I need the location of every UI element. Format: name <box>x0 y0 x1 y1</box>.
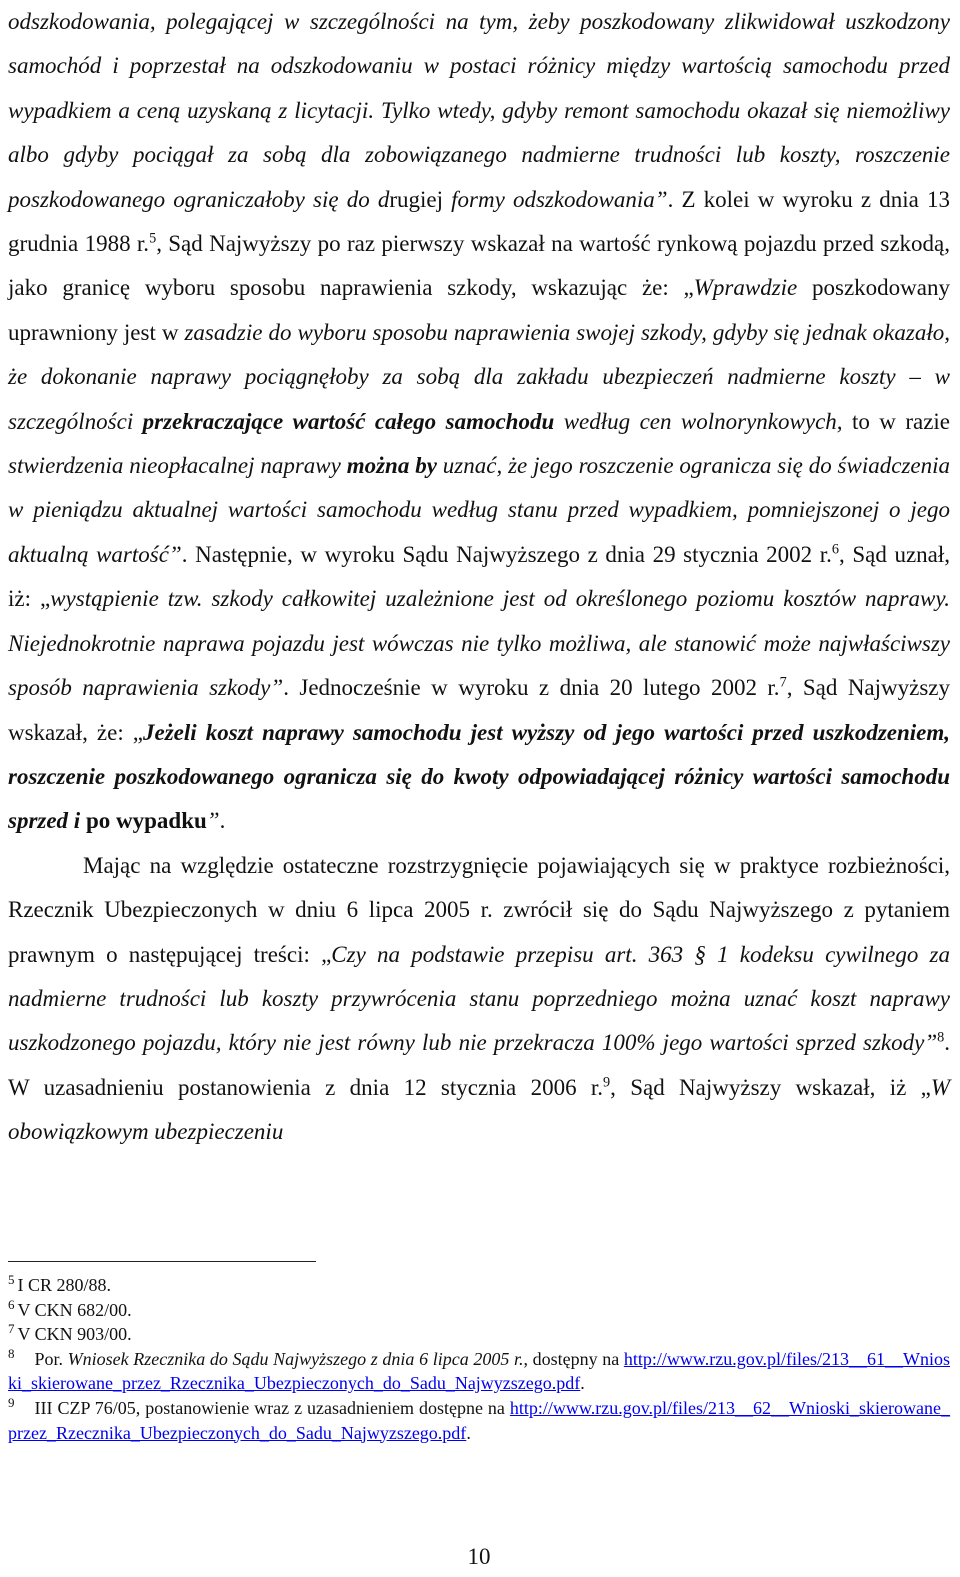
footnote-text: . <box>580 1373 585 1394</box>
text-run: rugiej <box>389 186 444 212</box>
paragraph <box>8 844 950 1155</box>
text-run: . W uzasadnieniu postanowienia z dnia 12 stycznia 2006 r. <box>8 1030 950 1100</box>
footnote-ref: 5 <box>149 230 157 247</box>
footnote-ref: 7 <box>779 674 787 691</box>
footnote-number: 6 <box>8 1296 15 1312</box>
text-run: . Z kolei w wyroku z dnia 13 grudnia 1988 r. <box>8 186 951 257</box>
bold-quote-text: przekraczające wartość całego samochodu <box>133 408 555 434</box>
body-text <box>8 0 950 1155</box>
footnote-separator <box>8 1261 316 1262</box>
quote-text: Wprawdzie <box>693 275 798 301</box>
bold-quote-text: Jeżeli koszt naprawy samochodu jest wyższy od jego wartości przed uszkodzeniem, roszczenie poszkodowanego ogranicza się do kwoty odpowiadającej różnicy wartości samochodu sprzed i <box>8 719 951 834</box>
text-run: , Sąd Najwyższy wskazał, iż „ <box>610 1074 931 1100</box>
bold-text: po wypadku <box>80 808 207 834</box>
page-number: 10 <box>467 1544 491 1569</box>
footnote-title: Wniosek Rzecznika do Sądu Najwyższego z dnia 6 lipca 2005 r. <box>67 1348 524 1369</box>
quote-text: stwierdzenia nieopłacalnej naprawy <box>8 453 347 479</box>
text-run: . Jednocześnie w wyroku z dnia 20 lutego 2002 r. <box>283 675 780 701</box>
document-page <box>8 0 950 1577</box>
footnote-text: . <box>466 1422 471 1443</box>
quote-text: uznać, że jego roszczenie ogranicza się do świadczenia w pieniądzu aktualnej wartości samochodu według stanu przed wypadkiem, pomniejszonej o jego aktualną wartość” <box>8 453 950 567</box>
text-run: Mając na względzie ostateczne rozstrzygnięcie pojawiających się w praktyce rozbieżności, Rzecznik Ubezpieczonych w dniu 6 lipca 2005 r. zwrócił się do Sądu Najwyższego z pytaniem prawnym o następującej treści: „ <box>8 852 950 967</box>
quote-text: W obowiązkowym ubezpieczeniu <box>8 1074 950 1145</box>
footnotes <box>8 1273 950 1445</box>
footnote-text: Por. <box>34 1348 68 1369</box>
footnote-text: I CR 280/88. <box>17 1275 112 1295</box>
footnote-text: V CKN 682/00. <box>17 1299 132 1320</box>
quote-text: odszkodowania, polegającej w szczególności na tym, żeby poszkodowany zlikwidował uszkodzony samochód i poprzestał na odszkodowaniu w postaci różnicy między wartością samochodu przed wypadkiem a ceną uzyskaną z licytacji. Tylko wtedy, gdyby remont samochodu okazał się niemożliwy albo gdyby pociągał za sobą dla zobowiązanego nadmierne trudności lub koszty, roszczenie poszkodowanego ograniczałoby się do d <box>8 9 950 212</box>
text-run: poszkodowany uprawniony jest w <box>8 275 951 345</box>
footnote <box>8 1298 950 1323</box>
footnote-number: 9 <box>8 1394 15 1410</box>
text-run: , Sąd Najwyższy po raz pierwszy wskazał na wartość rynkową pojazdu przed szkodą, jako granicę wyboru sposobu naprawienia szkody, wskazując że: „ <box>8 231 950 301</box>
quote-text: wystąpienie tzw. szkody całkowitej uzależnione jest od określonego poziomu kosztów naprawy. Niejednokrotnie naprawa pojazdu jest wówczas nie tylko możliwa, ale stanowić może najwłaściwszy sposób naprawienia szkody” <box>8 586 951 701</box>
text-run: to w razie <box>842 408 950 434</box>
footnote-number: 8 <box>8 1345 15 1361</box>
footnote-link[interactable]: http://www.rzu.gov.pl/files/213__62__Wnioski_skierowane_przez_Rzecznika_Ubezpieczonych_do_Sadu_Najwyzszego.pdf <box>8 1397 950 1443</box>
paragraph <box>8 0 950 844</box>
text-run: . <box>219 808 226 834</box>
quote-text: ” <box>206 808 220 834</box>
bold-quote-text: można by <box>346 453 437 479</box>
footnote-ref: 8 <box>937 1029 945 1046</box>
footnote-number: 5 <box>8 1272 15 1287</box>
text-run: , Sąd Najwyższy wskazał, że: „ <box>8 675 951 745</box>
footnote <box>8 1322 950 1347</box>
footnote-text: , dostępny na <box>523 1348 624 1369</box>
quote-text: formy odszkodowania” <box>451 186 668 212</box>
footnote <box>8 1347 950 1396</box>
text-run: , Sąd uznał, iż: „ <box>8 541 951 612</box>
quote-text: Czy na podstawie przepisu art. 363 § 1 kodeksu cywilnego za nadmierne trudności lub koszty przywrócenia stanu poprzedniego można uznać koszt naprawy uszkodzonego pojazdu, który nie jest równy lub nie przekracza 100% jego wartości sprzed szkody” <box>8 941 950 1056</box>
footnote-text: V CKN 903/00. <box>17 1324 132 1345</box>
footnote-number: 7 <box>8 1321 15 1337</box>
footnote-link[interactable]: http://www.rzu.gov.pl/files/213__61__Wnioski_skierowane_przez_Rzecznika_Ubezpieczonych_do_Sadu_Najwyzszego.pdf <box>8 1348 951 1394</box>
footnote <box>8 1273 950 1298</box>
footnote-text: III CZP 76/05, postanowienie wraz z uzasadnieniem dostępne na <box>34 1397 510 1418</box>
footnote-ref: 9 <box>603 1074 611 1091</box>
footnote <box>8 1396 950 1445</box>
quote-text: zasadzie do wyboru sposobu naprawienia swojej szkody, gdyby się jednak okazało, że dokonanie naprawy pociągnęłoby za sobą dla zakładu ubezpieczeń nadmierne koszty – w szczególności <box>8 319 950 434</box>
footnote-ref: 6 <box>831 541 839 558</box>
quote-text: według cen wolnorynkowych, <box>554 408 843 434</box>
text-run: . Następnie, w wyroku Sądu Najwyższego z dnia 29 stycznia 2002 r. <box>181 541 832 567</box>
